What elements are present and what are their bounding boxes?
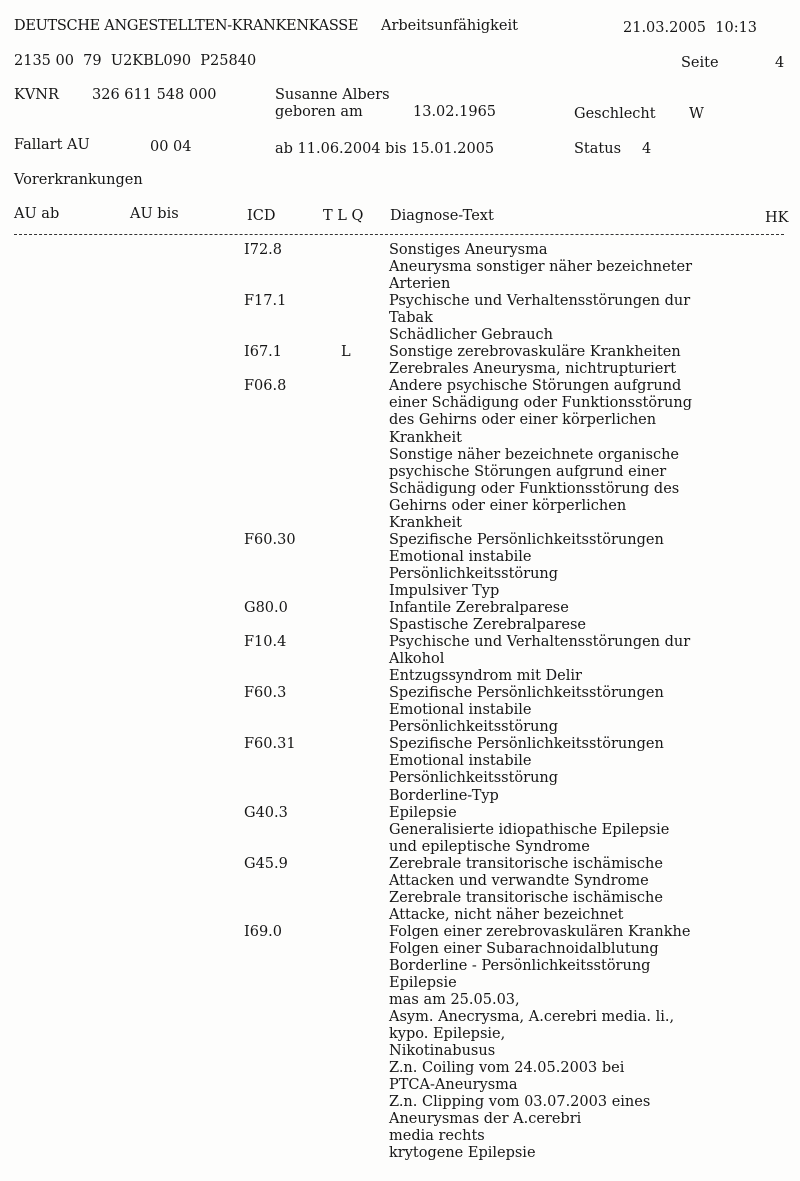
fallart-value: 00 04: [150, 139, 192, 155]
diagnosis-text-line: Krankheit: [389, 514, 462, 531]
column-au-bis: AU bis: [130, 206, 179, 222]
page-label: Seite: [681, 55, 719, 71]
diagnosis-text-line: Z.n. Clipping vom 03.07.2003 eines: [389, 1094, 651, 1111]
diagnosis-text-line: Zerebrale transitorische ischämische: [389, 889, 663, 906]
diagnosis-text-line: Folgen einer Subarachnoidalblutung: [389, 940, 659, 957]
status-value: 4: [642, 141, 652, 157]
diagnosis-text-line: Tabak: [389, 310, 433, 327]
icd-code: F60.3: [244, 685, 287, 702]
diagnosis-text-line: Psychische und Verhaltensstörungen dur: [389, 293, 691, 310]
kvnr-value: 326 611 548 000: [92, 87, 217, 103]
au-period: ab 11.06.2004 bis 15.01.2005: [275, 141, 495, 157]
diagnosis-text-line: krytogene Epilepsie: [389, 1145, 536, 1162]
diagnosis-entry: [0, 532, 800, 600]
print-datetime: 21.03.2005 10:13: [623, 20, 758, 36]
diagnosis-entry: [0, 685, 800, 736]
diagnosis-text-line: Emotional instabile: [389, 753, 532, 770]
diagnosis-text-line: Spezifische Persönlichkeitsstörungen: [389, 736, 664, 753]
diagnosis-entry: [0, 856, 800, 924]
diagnosis-text-line: Schädlicher Gebrauch: [389, 327, 553, 344]
kvnr-label: KVNR: [14, 87, 59, 103]
diagnosis-text-line: Spezifische Persönlichkeitsstörungen: [389, 531, 664, 548]
diagnosis-text-line: Schädigung oder Funktionsstörung des: [389, 480, 680, 497]
diagnosis-entry: [0, 634, 800, 685]
diagnosis-text-line: und epileptische Syndrome: [389, 838, 590, 855]
birthdate-label: geboren am: [275, 104, 363, 120]
icd-code: F60.30: [244, 531, 296, 548]
diagnosis-text-line: Z.n. Coiling vom 24.05.2003 bei: [389, 1060, 625, 1077]
diagnosis-text-line: Attacken und verwandte Syndrome: [389, 872, 649, 889]
diagnosis-text-line: Persönlichkeitsstörung: [389, 770, 559, 787]
diagnosis-text-line: Alkohol: [389, 651, 445, 668]
diagnosis-text-line: psychische Störungen aufgrund einer: [389, 463, 667, 480]
diagnosis-text-line: Spezifische Persönlichkeitsstörungen: [389, 685, 664, 702]
diagnosis-text-line: Sonstiges Aneurysma: [389, 242, 548, 258]
diagnosis-list: [0, 242, 800, 1163]
section-title: Vorerkrankungen: [14, 172, 143, 188]
diagnosis-entry: [0, 378, 800, 531]
column-hk: HK: [765, 210, 789, 226]
diagnosis-text-line: Folgen einer zerebrovaskulären Krankhe: [389, 923, 691, 940]
fallart-label: Fallart AU: [14, 137, 90, 153]
icd-code: F10.4: [244, 634, 287, 651]
diagnosis-text-line: Psychische und Verhaltensstörungen dur: [389, 634, 691, 651]
diagnosis-text-line: mas am 25.05.03,: [389, 992, 520, 1009]
header-divider: [14, 234, 784, 235]
diagnosis-text-line: Andere psychische Störungen aufgrund: [389, 378, 682, 395]
diagnosis-text-line: Arterien: [389, 276, 451, 293]
diagnosis-text-line: Infantile Zerebralparese: [389, 599, 569, 616]
diagnosis-text-line: Aneurysmas der A.cerebri: [389, 1111, 582, 1128]
document-type: Arbeitsunfähigkeit: [381, 18, 518, 34]
diagnosis-entry: [0, 293, 800, 344]
tlq-flag: L: [341, 344, 351, 361]
status-label: Status: [574, 141, 622, 157]
diagnosis-text-line: Impulsiver Typ: [389, 582, 500, 599]
diagnosis-text-line: Krankheit: [389, 429, 462, 446]
diagnosis-text-line: Nikotinabusus: [389, 1043, 496, 1060]
diagnosis-text-line: media rechts: [389, 1128, 485, 1145]
icd-code: G80.0: [244, 599, 288, 616]
diagnosis-text-line: Gehirns oder einer körperlichen: [389, 497, 627, 514]
diagnosis-entry: [0, 242, 800, 293]
diagnosis-entry: [0, 924, 800, 1163]
icd-code: F17.1: [244, 293, 287, 310]
diagnosis-text-line: des Gehirns oder einer körperlichen: [389, 412, 657, 429]
diagnosis-text-line: Asym. Anecrysma, A.cerebri media. li.,: [389, 1009, 675, 1026]
insurer-name: DEUTSCHE ANGESTELLTEN-KRANKENKASSE: [14, 18, 359, 34]
column-icd: ICD: [247, 208, 276, 224]
diagnosis-text-line: Entzugssyndrom mit Delir: [389, 668, 582, 685]
reference-codes: 2135 00 79 U2KBL090 P25840: [14, 53, 257, 69]
diagnosis-text-line: Persönlichkeitsstörung: [389, 565, 559, 582]
icd-code: F06.8: [244, 378, 287, 395]
diagnosis-text-line: Sonstige näher bezeichnete organische: [389, 446, 679, 463]
icd-code: G40.3: [244, 804, 288, 821]
diagnosis-text-line: Persönlichkeitsstörung: [389, 719, 559, 736]
diagnosis-text-line: einer Schädigung oder Funktionsstörung: [389, 395, 693, 412]
diagnosis-text-line: Emotional instabile: [389, 548, 532, 565]
diagnosis-text-line: PTCA-Aneurysma: [389, 1077, 518, 1094]
sex-value: W: [689, 106, 704, 122]
diagnosis-entry: [0, 736, 800, 804]
diagnosis-text-line: Attacke, nicht näher bezeichnet: [389, 906, 624, 923]
patient-name: Susanne Albers: [275, 87, 390, 103]
icd-code: F60.31: [244, 736, 296, 753]
sex-label: Geschlecht: [574, 106, 656, 122]
diagnosis-entry: [0, 600, 800, 634]
diagnosis-text-line: Epilepsie: [389, 975, 457, 992]
icd-code: I72.8: [244, 242, 283, 258]
column-diagnose-text: Diagnose-Text: [390, 208, 494, 224]
icd-code: I67.1: [244, 344, 283, 361]
diagnosis-text-line: Epilepsie: [389, 804, 457, 821]
column-au-ab: AU ab: [14, 206, 60, 222]
page-number: 4: [775, 55, 785, 71]
birthdate-value: 13.02.1965: [413, 104, 497, 120]
column-tlq: T L Q: [323, 208, 364, 224]
diagnosis-text-line: Borderline-Typ: [389, 787, 499, 804]
diagnosis-text-line: Borderline - Persönlichkeitsstörung: [389, 957, 651, 974]
diagnosis-text-line: Zerebrales Aneurysma, nichtrupturiert: [389, 361, 677, 378]
diagnosis-text-line: Sonstige zerebrovaskuläre Krankheiten: [389, 344, 681, 361]
diagnosis-text-line: Generalisierte idiopathische Epilepsie: [389, 821, 670, 838]
icd-code: I69.0: [244, 923, 283, 940]
diagnosis-entry: [0, 344, 800, 378]
diagnosis-entry: [0, 805, 800, 856]
diagnosis-text-line: Aneurysma sonstiger näher bezeichneter: [389, 259, 692, 276]
diagnosis-text-line: Emotional instabile: [389, 702, 532, 719]
diagnosis-text-line: kypo. Epilepsie,: [389, 1026, 506, 1043]
icd-code: G45.9: [244, 855, 288, 872]
diagnosis-text-line: Zerebrale transitorische ischämische: [389, 855, 663, 872]
diagnosis-text-line: Spastische Zerebralparese: [389, 617, 586, 634]
